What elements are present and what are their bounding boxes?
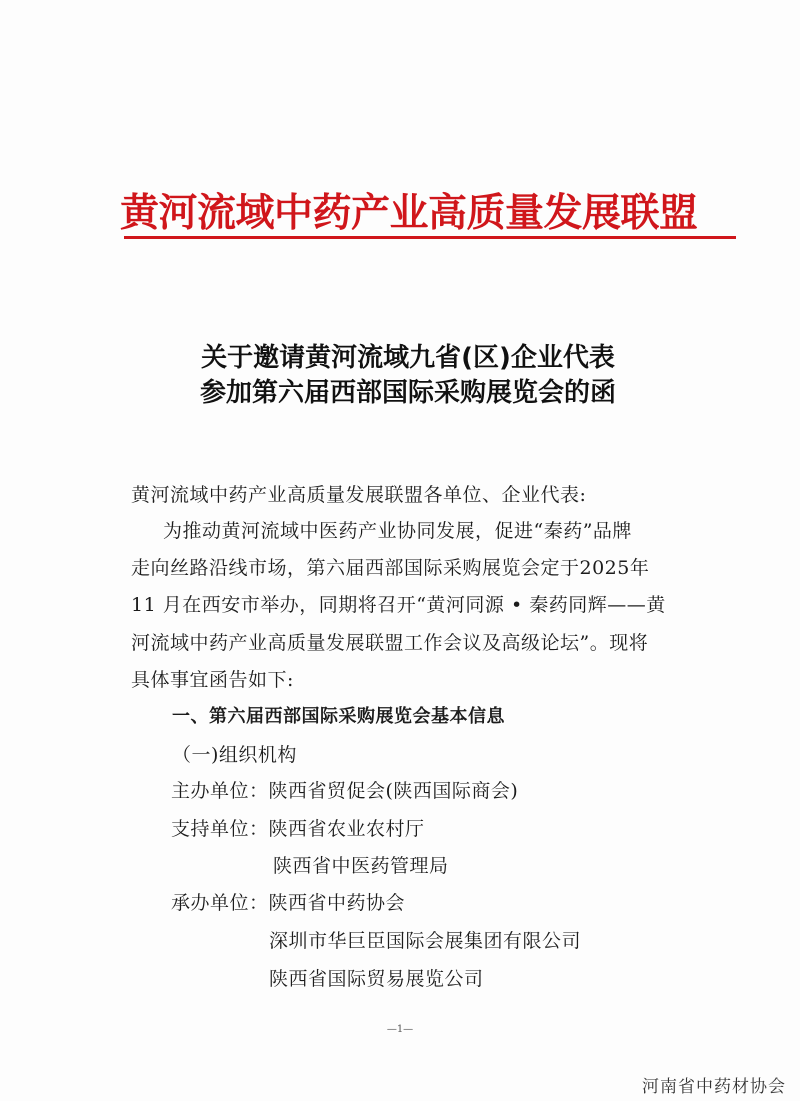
organizer: 承办单位：陕西省中药协会 [171, 892, 406, 914]
letterhead-org-name: 黄河流域中药产业高质量发展联盟 [120, 191, 698, 236]
organizer: 陕西省国际贸易展览公司 [269, 968, 484, 990]
letterhead-red-rule [124, 236, 736, 239]
watermark-text: 河南省中药材协会 [642, 1077, 786, 1097]
host-organization: 主办单位：陕西省贸促会(陕西国际商会) [171, 780, 519, 802]
paragraph-line: 具体事宜函告如下: [131, 669, 294, 691]
subsection-heading: （一)组织机构 [172, 744, 297, 766]
section-heading: 一、第六届西部国际采购展览会基本信息 [172, 706, 505, 727]
page-number: —1— [386, 1024, 414, 1035]
document-title-line-2: 参加第六届西部国际采购展览会的函 [199, 378, 616, 408]
organizer: 深圳市华巨臣国际会展集团有限公司 [269, 930, 582, 952]
paragraph-line: 11 月在西安市举办，同期将召开“黄河同源 • 秦药同辉——黄 [131, 594, 666, 616]
paragraph-line: 河流域中药产业高质量发展联盟工作会议及高级论坛”。现将 [131, 632, 649, 654]
paragraph-line: 走向丝路沿线市场，第六届西部国际采购展览会定于2025年 [131, 557, 650, 579]
paragraph-line: 为推动黄河流域中医药产业协同发展，促进“秦药”品牌 [163, 520, 632, 542]
document-title-line-1: 关于邀请黄河流域九省(区)企业代表 [201, 343, 615, 373]
salutation: 黄河流域中药产业高质量发展联盟各单位、企业代表: [131, 484, 587, 506]
support-organization: 支持单位：陕西省农业农村厅 [171, 818, 425, 840]
support-organization: 陕西省中医药管理局 [273, 855, 449, 877]
